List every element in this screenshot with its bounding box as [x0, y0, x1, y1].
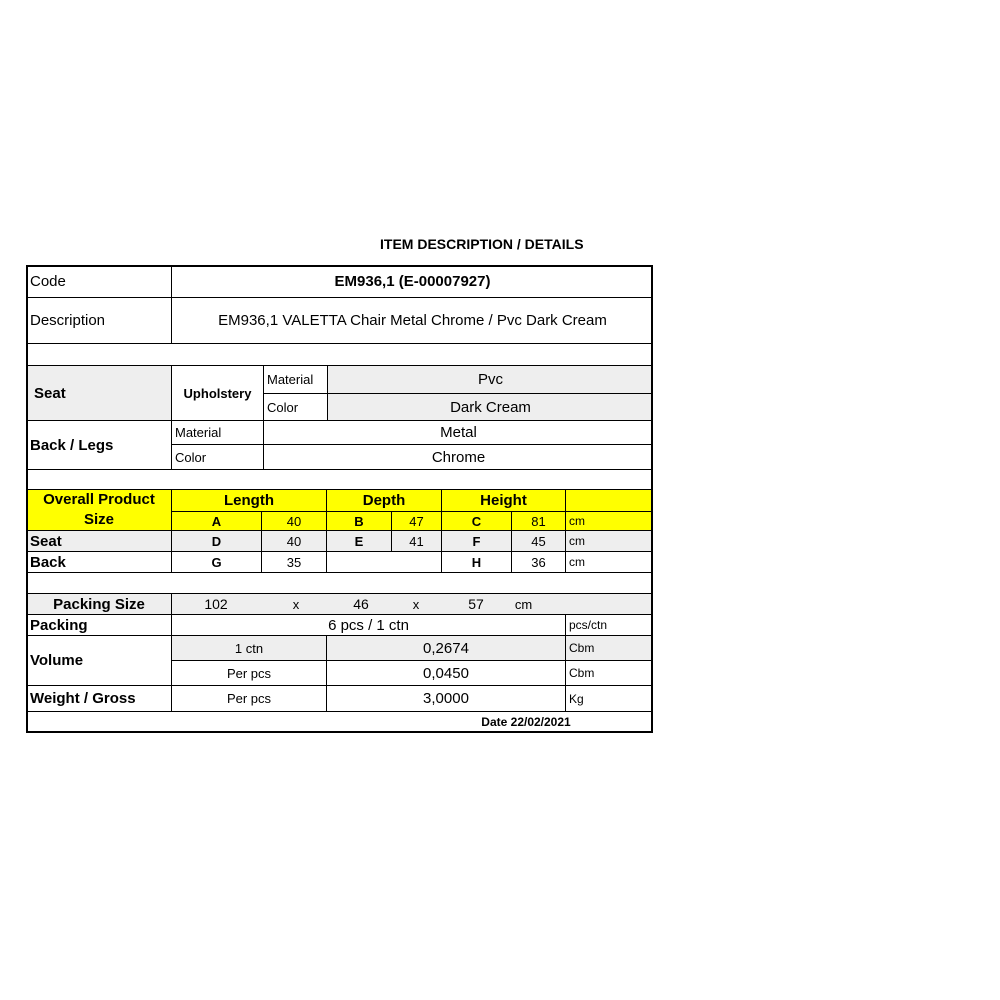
dim-f-label: F — [441, 530, 511, 551]
overall-product-size-line1: Overall Product — [43, 491, 155, 508]
seat-material-label: Material — [263, 365, 327, 393]
spacer-row — [26, 572, 653, 593]
seat-label: Seat — [26, 365, 171, 420]
dim-e-value: 41 — [391, 530, 441, 551]
spacer-row — [26, 469, 653, 489]
dim-b-label: B — [326, 511, 391, 530]
description-value: EM936,1 VALETTA Chair Metal Chrome / Pvc Dark Cream — [171, 297, 653, 343]
dim-a-label: A — [171, 511, 261, 530]
volume-row1-value: 0,2674 — [326, 635, 565, 660]
volume-row2-value: 0,0450 — [326, 660, 565, 685]
dim-g-label: G — [171, 551, 261, 572]
dim-c-label: C — [441, 511, 511, 530]
spacer-row — [26, 343, 653, 365]
item-details-sheet — [26, 265, 653, 733]
code-value: EM936,1 (E-00007927) — [171, 265, 653, 297]
height-header: Height — [441, 489, 565, 511]
seat-material-value: Pvc — [327, 365, 653, 393]
volume-row1-unit: Cbm — [565, 635, 653, 660]
weight-label: Weight / Gross — [26, 685, 171, 711]
seat-dim-unit: cm — [565, 530, 653, 551]
dim-c-value: 81 — [511, 511, 565, 530]
dim-g-value: 35 — [261, 551, 326, 572]
overall-product-size-line2: Size — [83, 511, 114, 528]
unit-header — [565, 489, 653, 511]
description-label: Description — [26, 297, 171, 343]
weight-sub-label: Per pcs — [171, 685, 326, 711]
packing-size-x1: x — [292, 596, 300, 612]
packing-size-width: 46 — [353, 596, 369, 612]
volume-row1-label: 1 ctn — [171, 635, 326, 660]
packing-value: 6 pcs / 1 ctn — [171, 614, 565, 635]
back-dim-unit: cm — [565, 551, 653, 572]
depth-header: Depth — [326, 489, 441, 511]
back-legs-color-label: Color — [171, 444, 263, 469]
page-title: ITEM DESCRIPTION / DETAILS — [380, 236, 584, 252]
code-label: Code — [26, 265, 171, 297]
back-legs-color-value: Chrome — [263, 444, 653, 469]
seat-upholstery-label: Upholstery — [171, 365, 263, 420]
volume-row2-label: Per pcs — [171, 660, 326, 685]
weight-unit: Kg — [565, 685, 653, 711]
packing-size-length: 102 — [204, 596, 228, 612]
length-header: Length — [171, 489, 326, 511]
date-text: Date 22/02/2021 — [481, 715, 571, 729]
dim-d-value: 40 — [261, 530, 326, 551]
back-legs-material-label: Material — [171, 420, 263, 444]
packing-label: Packing — [26, 614, 171, 635]
packing-size-x2: x — [412, 596, 420, 612]
overall-product-size-label — [26, 489, 171, 530]
dim-e-label: E — [326, 530, 391, 551]
volume-label: Volume — [26, 635, 171, 685]
back-legs-label: Back / Legs — [26, 420, 171, 469]
dim-a-value: 40 — [261, 511, 326, 530]
seat-color-label: Color — [263, 393, 327, 420]
volume-row2-unit: Cbm — [565, 660, 653, 685]
dim-b-value: 47 — [391, 511, 441, 530]
dim-h-label: H — [441, 551, 511, 572]
seat-dim-label: Seat — [26, 530, 171, 551]
dim-f-value: 45 — [511, 530, 565, 551]
packing-size-unit: cm — [514, 596, 533, 612]
dim-d-label: D — [171, 530, 261, 551]
dim-empty-cell — [326, 551, 441, 572]
back-legs-material-value: Metal — [263, 420, 653, 444]
back-dim-label: Back — [26, 551, 171, 572]
overall-unit: cm — [565, 511, 653, 530]
packing-size-label: Packing Size — [26, 593, 171, 614]
dim-h-value: 36 — [511, 551, 565, 572]
packing-size-height: 57 — [468, 596, 484, 612]
packing-unit: pcs/ctn — [565, 614, 653, 635]
weight-value: 3,0000 — [326, 685, 565, 711]
seat-color-value: Dark Cream — [327, 393, 653, 420]
